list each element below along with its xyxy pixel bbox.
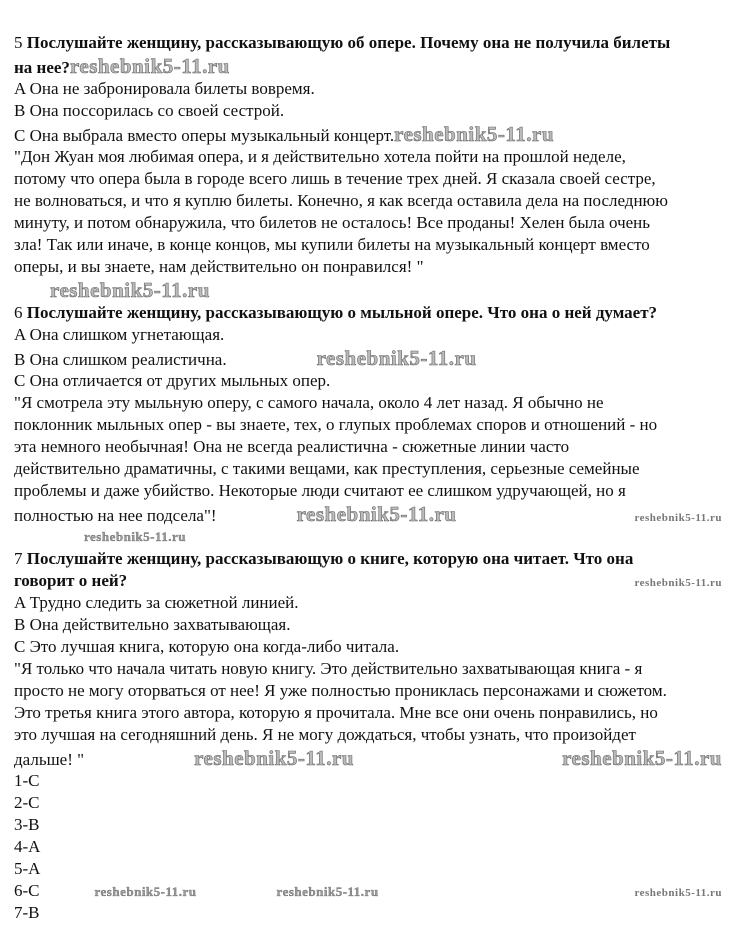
q6-text-line: эта немного необычная! Она не всегда реалистична - сюжетные линии часто bbox=[14, 437, 570, 456]
q5-option-b: B Она поссорилась со своей сестрой. bbox=[14, 101, 285, 120]
q5-text-line: оперы, и вы знаете, нам действительно он понравился! " bbox=[14, 257, 424, 276]
q7-title: 7 Послушайте женщину, рассказывающую о книге, которую она читает. Что она bbox=[14, 549, 634, 568]
q6-text-last-line bbox=[14, 502, 742, 526]
answer: 2-C bbox=[14, 793, 40, 812]
answer: 1-C bbox=[14, 771, 40, 790]
q7-text-line: "Я только что начала читать новую книгу. Это действительно захватывающая книга - я bbox=[14, 659, 643, 678]
q7-text-last-line bbox=[14, 746, 742, 770]
q5-option-c-line bbox=[14, 122, 742, 146]
q5-option-c: C Она выбрала вместо оперы музыкальный концерт. bbox=[14, 126, 395, 145]
watermark: reshebnik5-11.ru bbox=[634, 512, 722, 524]
watermark: reshebnik5-11.ru bbox=[69, 54, 230, 78]
q5-title-cont-line bbox=[14, 54, 742, 78]
q6-option-a: A Она слишком угнетающая. bbox=[14, 325, 225, 344]
q7-text-line: Это третья книга этого автора, которую я прочитала. Мне все они очень понравились, но bbox=[14, 703, 658, 722]
watermark: reshebnik5-11.ru bbox=[316, 346, 477, 370]
q7-text-line: это лучшая на сегодняшний день. Я не могу дождаться, чтобы узнать, что произойдет bbox=[14, 725, 636, 744]
q5-title: 5 Послушайте женщину, рассказывающую об опере. Почему она не получила билеты bbox=[14, 33, 671, 52]
q5-text-line: зла! Так или иначе, в конце концов, мы купили билеты на музыкальный концерт вместо bbox=[14, 235, 650, 254]
answer: 4-A bbox=[14, 837, 41, 856]
q6-option-b: B Она слишком реалистична. bbox=[14, 350, 227, 369]
q6-text-line: поклонник мыльных опер - вы знаете, тех, о глупых проблемах споров и отношений - но bbox=[14, 415, 658, 434]
q6-text-line: "Я смотрела эту мыльную оперу, с самого начала, около 4 лет назад. Я обычно не bbox=[14, 393, 604, 412]
q5-text-line: "Дон Жуан моя любимая опера, и я действительно хотела пойти на прошлой неделе, bbox=[14, 147, 626, 166]
watermark: reshebnik5-11.ru bbox=[50, 278, 210, 302]
q5-text-line: потому что опера была в городе всего лишь в течение трех дней. Я сказала своей сестре, bbox=[14, 169, 656, 188]
q7-option-c: C Это лучшая книга, которую она когда-либо читала. bbox=[14, 637, 400, 656]
q6-text-line: действительно драматичны, с такими вещами, как преступления, серьезные семейные bbox=[14, 459, 640, 478]
q5-option-a: A Она не забронировала билеты вовремя. bbox=[14, 79, 315, 98]
q7-title-cont: говорит о ней? bbox=[14, 571, 128, 590]
q6-text-line: полностью на нее подсела"! bbox=[14, 506, 217, 525]
q6-text-line: проблемы и даже убийство. Некоторые люди считают ее слишком удручающей, но я bbox=[14, 481, 626, 500]
q5-text-line: минуту, и потом обнаружила, что билетов не осталось! Все проданы! Хелен была очень bbox=[14, 213, 651, 232]
q6-title: 6 Послушайте женщину, рассказывающую о мыльной опере. Что она о ней думает? bbox=[14, 303, 658, 322]
q6-option-b-line bbox=[14, 346, 742, 370]
q7-option-a: A Трудно следить за сюжетной линией. bbox=[14, 593, 299, 612]
q5-title-cont: на нее? bbox=[14, 58, 70, 77]
q7-text-line: дальше! " bbox=[14, 750, 85, 769]
answer: 6-C bbox=[14, 881, 40, 900]
q7-option-b: B Она действительно захватывающая. bbox=[14, 615, 291, 634]
watermark: reshebnik5-11.ru bbox=[94, 884, 197, 899]
watermark: reshebnik5-11.ru bbox=[634, 887, 722, 899]
q7-text-line: просто не могу оторваться от нее! Я уже полностью прониклась персонажами и сюжетом. bbox=[14, 681, 667, 700]
answer-line bbox=[14, 880, 742, 902]
q7-title-cont-line bbox=[14, 570, 742, 592]
q6-option-c: C Она отличается от других мыльных опер. bbox=[14, 371, 331, 390]
watermark: reshebnik5-11.ru bbox=[84, 529, 187, 544]
watermark: reshebnik5-11.ru bbox=[194, 746, 354, 770]
answer: 5-A bbox=[14, 859, 41, 878]
answer: 7-B bbox=[14, 903, 40, 922]
watermark: reshebnik5-11.ru bbox=[634, 577, 722, 589]
answer: 3-B bbox=[14, 815, 40, 834]
q5-text-line: не волноваться, и что я куплю билеты. Конечно, я как всегда оставила дела на последнюю bbox=[14, 191, 668, 210]
document bbox=[14, 32, 742, 924]
watermark: reshebnik5-11.ru bbox=[394, 122, 555, 146]
watermark: reshebnik5-11.ru bbox=[296, 502, 457, 526]
watermark: reshebnik5-11.ru bbox=[276, 884, 379, 899]
watermark: reshebnik5-11.ru bbox=[562, 746, 722, 770]
